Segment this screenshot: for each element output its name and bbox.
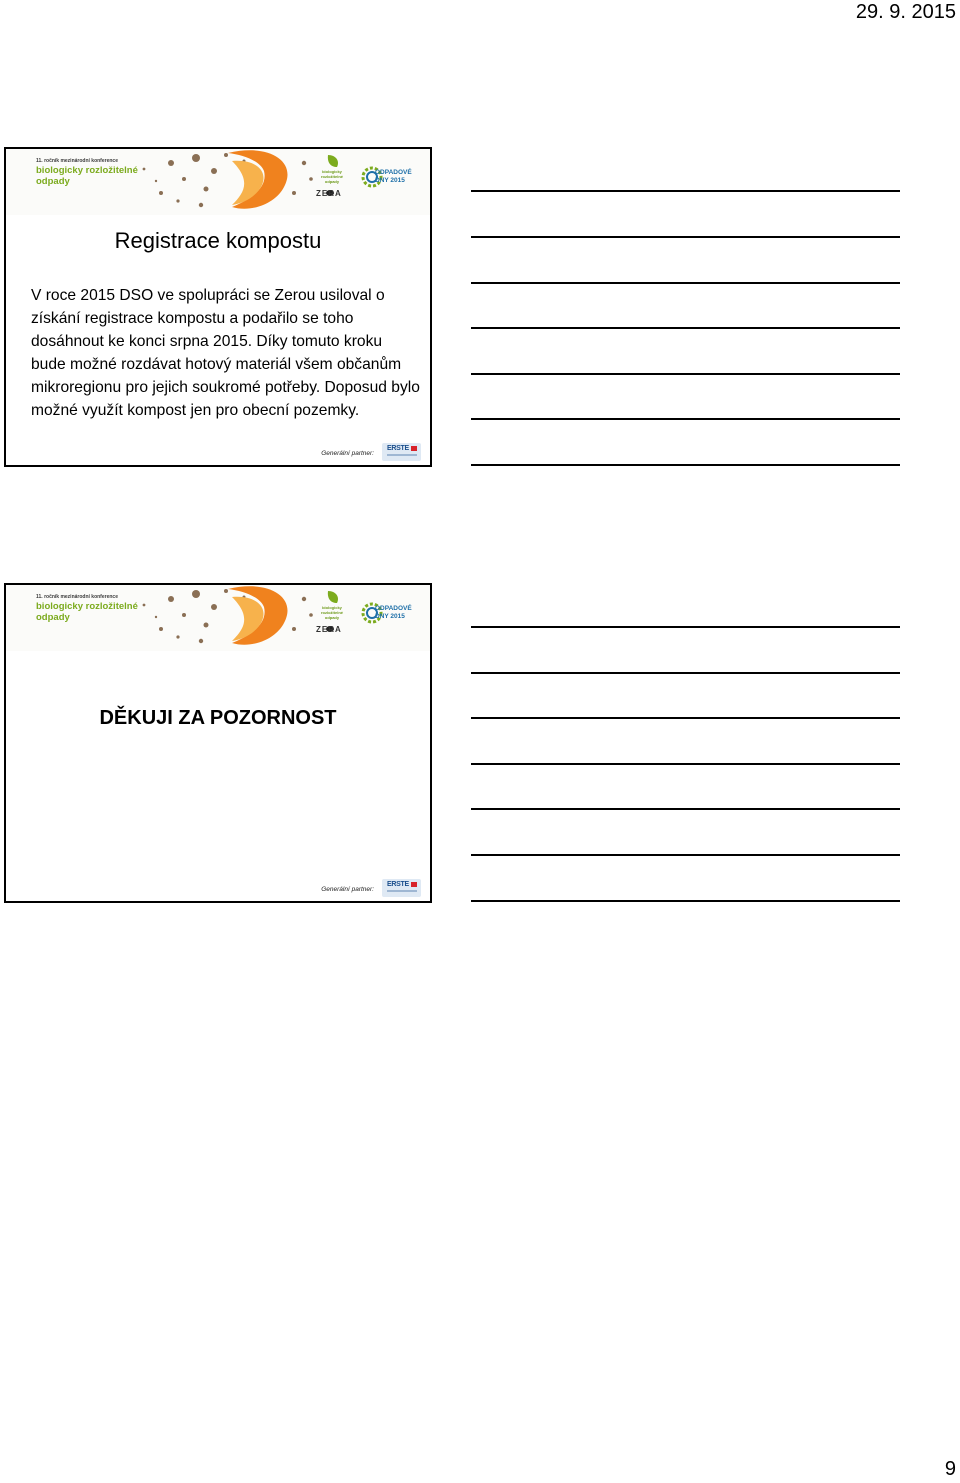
- conference-edition: 11. ročník mezinárodní konference: [36, 594, 118, 600]
- partner-label: Generální partner:: [321, 450, 374, 457]
- erste-tagline-icon: [387, 890, 417, 892]
- slide-dekuji: [4, 583, 432, 903]
- page-number: 9: [944, 1458, 956, 1480]
- note-line: [471, 854, 900, 856]
- zera-logo: ZERA: [316, 189, 342, 198]
- slide-title: Registrace kompostu: [114, 228, 322, 253]
- slide-body-text: V roce 2015 DSO ve spolupráci se Zerou usiloval o získání registrace kompostu a podařilo se toho dosáhnout ke konci srpna 2015. Díky tomuto kroku bude možné rozdávat hotový materiál všem občanům mikroregionu pro jejich soukromé potřeby. Doposud bylo možné využít kompost jen pro obecní pozemky.: [31, 287, 420, 419]
- note-line: [471, 626, 900, 628]
- erste-mark-icon: [411, 446, 417, 451]
- note-line: [471, 282, 900, 284]
- odpadove-dny-logo: ODPADOVÉ DNY 2015: [375, 605, 412, 620]
- note-line: [471, 900, 900, 902]
- bro-logo: biologicky rozložitelné odpady: [320, 169, 343, 184]
- erste-tagline-icon: [387, 454, 417, 456]
- conference-title: biologicky rozložitelné odpady: [36, 165, 138, 187]
- erste-logo-text: ERSTE: [387, 881, 409, 888]
- note-line: [471, 190, 900, 192]
- bro-logo: biologicky rozložitelné odpady: [320, 605, 343, 620]
- odpadove-dny-logo: ODPADOVÉ DNY 2015: [375, 169, 412, 184]
- erste-logo: [382, 879, 421, 897]
- conference-title: biologicky rozložitelné odpady: [36, 601, 138, 623]
- zera-logo: ZERA: [316, 625, 342, 634]
- note-line: [471, 464, 900, 466]
- note-line: [471, 373, 900, 375]
- note-line: [471, 717, 900, 719]
- conference-edition: 11. ročník mezinárodní konference: [36, 158, 118, 164]
- note-line: [471, 808, 900, 810]
- slide-registrace: [4, 147, 432, 467]
- note-line: [471, 763, 900, 765]
- slide-title: DĚKUJI ZA POZORNOST: [99, 707, 337, 729]
- conference-banner: [6, 149, 430, 215]
- erste-logo: [382, 443, 421, 461]
- note-line: [471, 327, 900, 329]
- page-date: 29. 9. 2015: [855, 1, 956, 23]
- note-line: [471, 672, 900, 674]
- conference-banner: [6, 585, 430, 651]
- note-line: [471, 236, 900, 238]
- erste-logo-text: ERSTE: [387, 445, 409, 452]
- partner-label: Generální partner:: [321, 886, 374, 893]
- note-line: [471, 418, 900, 420]
- erste-mark-icon: [411, 882, 417, 887]
